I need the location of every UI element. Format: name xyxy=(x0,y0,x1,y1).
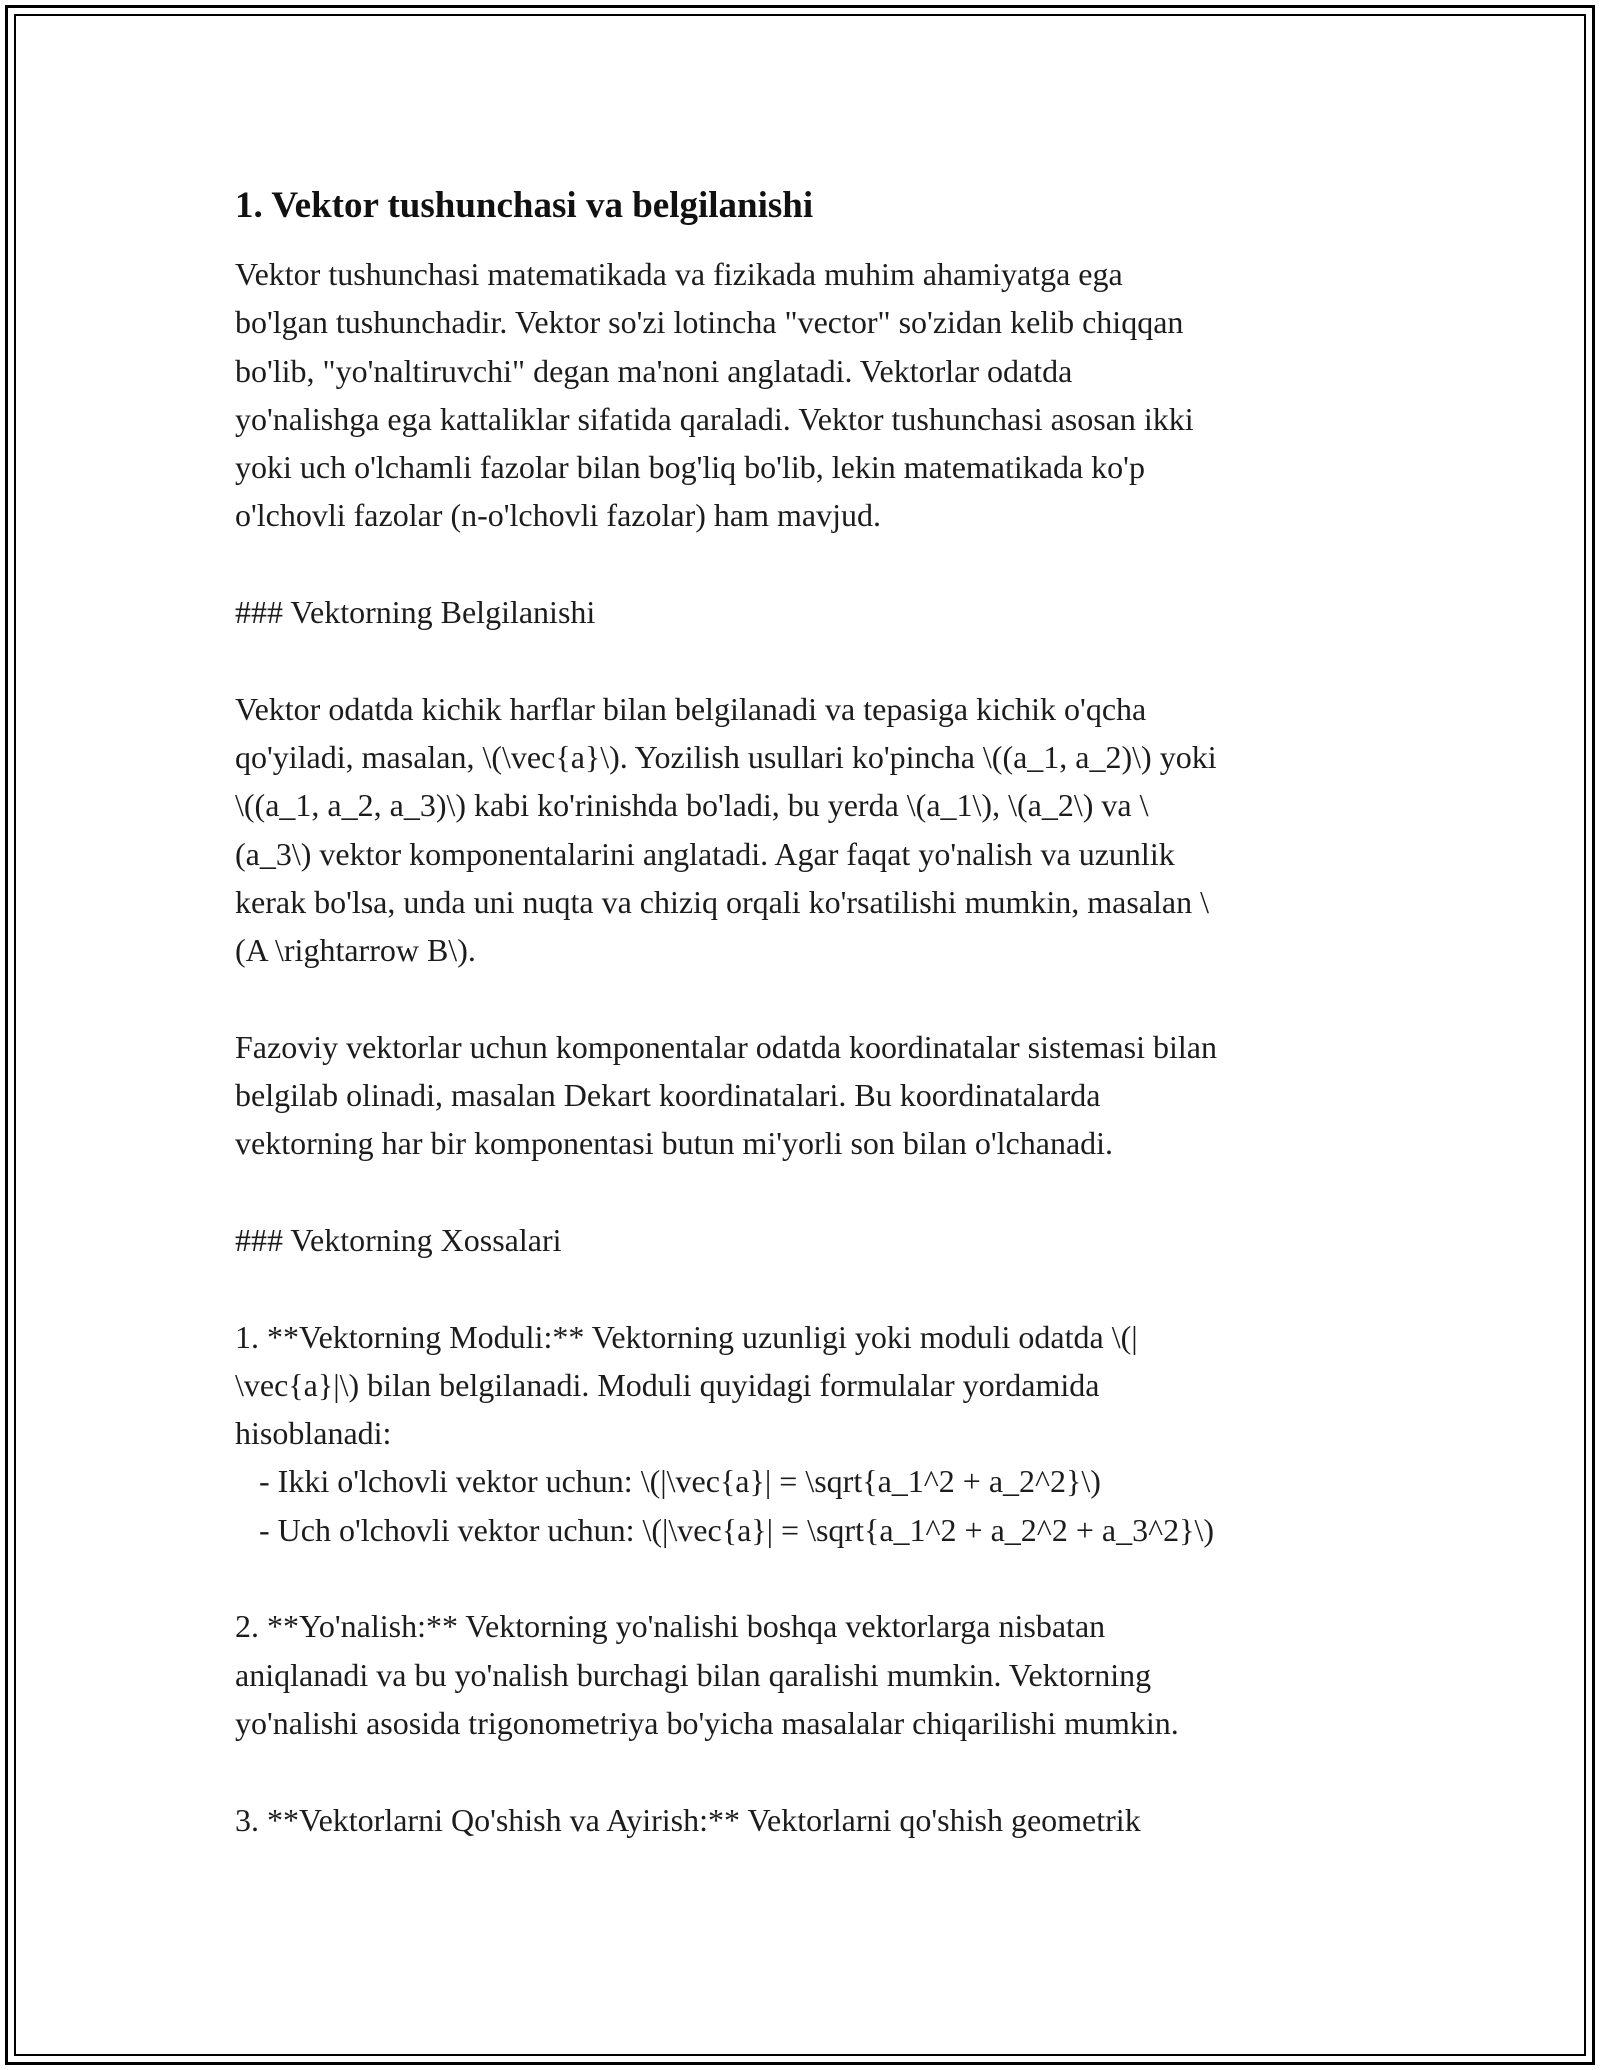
gap xyxy=(235,1168,1375,1216)
intro-paragraph: Vektor tushunchasi matematikada va fizikada muhim ahamiyatga ega bo'lgan tushunchadir. Vektor so'zi lotincha "vector" so'zidan kelib chiqqan bo'lib, "yo'naltiruvchi" degan ma'noni anglatadi. Vektorlar odatda yo'nalishga ega kattaliklar sifatida qaraladi. Vektor tushunchasi asosan ikki yoki uch o'lchamli fazolar bilan bog'liq bo'lib, lekin matematikada ko'p o'lchovli fazolar (n-o'lchovli fazolar) ham mavjud. xyxy=(235,256,1194,534)
gap xyxy=(235,1264,1375,1312)
list-item-yonalish: 2. **Yo'nalish:** Vektorning yo'nalishi boshqa vektorlarga nisbatan aniqlanadi va bu yo'nalish burchagi bilan qaralishi mumkin. Vektorning yo'nalishi asosida trigonometriya bo'yicha masalalar chiqarilishi mumkin. xyxy=(235,1608,1179,1741)
gap xyxy=(235,1554,1375,1602)
list-item-modul: 1. **Vektorning Moduli:** Vektorning uzunligi yoki moduli odatda \(| \vec{a}|\) bilan belgilanadi. Moduli quyidagi formulalar yordamida hisoblanadi: - Ikki o'lchovli vektor uchun: \(|\vec{a}| = \sqrt{a_1^2 + a_2^2}\) - Uch o'lchovli vektor uchun: \(|\vec{a}| = \sqrt{a_1^2 + a_2^2 + a_3^2}\) xyxy=(235,1318,1214,1548)
list-item-qoshish: 3. **Vektorlarni Qo'shish va Ayirish:** Vektorlarni qo'shish geometrik xyxy=(235,1801,1141,1838)
document-title: 1. Vektor tushunchasi va belgilanishi xyxy=(235,185,814,226)
section-heading-xossalari: ### Vektorning Xossalari xyxy=(235,1221,562,1258)
document-body xyxy=(235,182,1375,1844)
section-heading-belgilanishi: ### Vektorning Belgilanishi xyxy=(235,594,596,631)
coordinates-paragraph: Fazoviy vektorlar uchun komponentalar odatda koordinatalar sistemasi bilan belgilab olinadi, masalan Dekart koordinatalari. Bu koordinatalarda vektorning har bir komponentasi butun mi'yorli son bilan o'lchanadi. xyxy=(235,1028,1217,1162)
gap xyxy=(235,974,1375,1022)
notation-paragraph: Vektor odatda kichik harflar bilan belgilanadi va tepasiga kichik o'qcha qo'yiladi, masalan, \(\vec{a}\). Yozilish usullari ko'pincha \((a_1, a_2)\) yoki \((a_1, a_2, a_3)\) kabi ko'rinishda bo'ladi, bu yerda \(a_1\), \(a_2\) va \ (a_3\) vektor komponentalarini anglatadi. Agar faqat yo'nalish va uzunlik kerak bo'lsa, unda uni nuqta va chiziq orqali ko'rsatilishi mumkin, masalan \ (A \rightarrow B\). xyxy=(235,690,1217,969)
gap xyxy=(235,636,1375,684)
gap xyxy=(235,1747,1375,1795)
gap xyxy=(235,540,1375,588)
